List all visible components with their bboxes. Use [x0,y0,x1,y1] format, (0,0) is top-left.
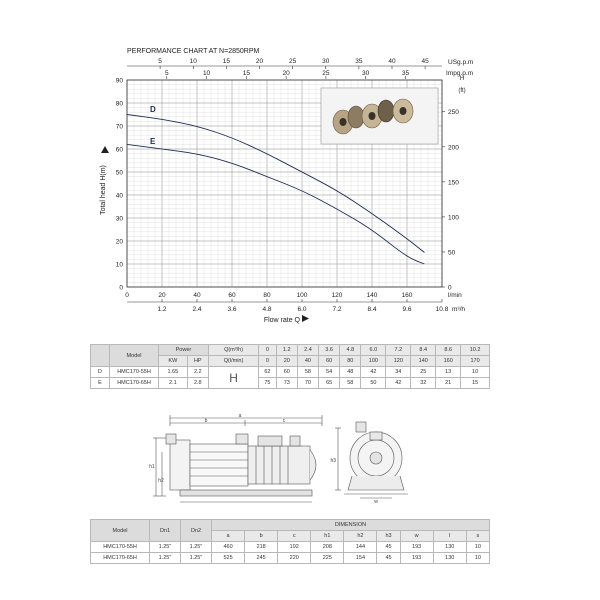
x-axis-label: Flow rate Q [263,317,300,324]
hp-header: HP [187,356,208,367]
dimension-table [90,519,490,564]
dim-cell: 193 [400,553,433,564]
x-tick-label: 40 [193,292,201,299]
dim-h2-label: h2 [158,478,164,484]
head-cell: 32 [411,378,436,389]
x-tick-label: 160 [401,292,413,299]
y-tick-label: 60 [115,146,123,154]
x-tick-label: 0 [125,292,129,299]
head-cell: 58 [340,378,361,389]
head-cell: 25 [411,367,436,378]
dim-h3-label: h3 [330,458,336,464]
table-row [91,378,490,389]
y-tick-label: 10 [115,261,123,269]
q-lmin-cell: 140 [411,356,436,367]
q-lmin-cell: 60 [319,356,340,367]
y-right-tick-label: 100 [448,214,459,222]
head-cell: 42 [361,367,386,378]
x-tick-label: 20 [158,292,166,299]
dim-cell: 144 [344,542,377,553]
x-m3h-tick-label: 1.2 [157,306,167,313]
x-usgpm-tick-label: 35 [355,58,363,65]
q-m3h-cell: 7.2 [386,345,411,356]
x-usgpm-tick-label: 30 [322,58,330,65]
pump-side-drawing [140,412,340,508]
row-hp: 2.8 [187,378,208,389]
dim-col-header: h2 [344,531,377,542]
x-m3h-tick-label: 7.2 [332,306,342,313]
dim-col-header: h3 [377,531,400,542]
head-cell: 15 [461,378,490,389]
x-usgpm-tick-label: 5 [158,58,162,65]
dim-cell: 154 [344,553,377,564]
dim-row-model: HMC170-55H [91,542,150,553]
q-m3h-cell: 8.4 [411,345,436,356]
h-label: H [208,367,258,389]
dim-cell: 45 [377,542,400,553]
dim-row-dn2: 1.25" [181,542,212,553]
row-code: E [91,378,110,389]
dim-cell: 218 [245,542,278,553]
chart-title: PERFORMANCE CHART AT N=2850RPM [127,48,260,55]
power-header: Power [159,345,209,356]
x-usgpm-tick-label: 20 [255,58,264,65]
x-unit-usgpm-label: USg.p.m [448,59,474,66]
table-row [91,367,490,378]
dim-cell: 460 [212,542,245,553]
x-tick-label: 80 [263,292,271,299]
x-impgpm-tick-label: 15 [242,70,250,77]
dim-col-header: s [466,531,489,542]
y-tick-label: 0 [119,284,123,292]
dim-b-label: b [204,418,208,424]
dim-cell: 220 [278,553,311,564]
q-m3h-cell: 6.0 [361,345,386,356]
y-right-tick-label: 150 [448,179,459,187]
x-tick-label: 100 [296,292,308,299]
y-right-tick-label: 200 [448,144,459,152]
head-cell: 50 [361,378,386,389]
dim-col-header: b [245,531,278,542]
q-lmin-cell: 160 [436,356,461,367]
performance-table [90,344,490,389]
q-m3h-cell: 4.8 [340,345,361,356]
row-model: HMC170-65H [110,378,159,389]
x-usgpm-tick-label: 15 [222,58,230,65]
row-hp: 2.2 [187,367,208,378]
q-lmin-cell: 80 [340,356,361,367]
y-tick-label: 70 [115,123,123,131]
head-cell: 34 [386,367,411,378]
dim-cell: 10 [466,553,489,564]
head-cell: 42 [386,378,411,389]
x-unit-m3h-label: m³/h [452,306,465,313]
row-kw: 1.65 [159,367,188,378]
head-cell: 48 [340,367,361,378]
x-m3h-tick-label: 6.0 [297,306,307,313]
x-usgpm-tick-label: 40 [388,58,396,65]
y-right-unit-label-ft: (ft) [458,88,466,94]
curve-label-d: D [150,105,156,114]
model-header: Model [110,345,159,367]
curve-label-e: E [150,137,156,146]
row-code: D [91,367,110,378]
y-right-tick-label: 250 [448,109,459,117]
dim-cell: 45 [377,553,400,564]
x-impgpm-tick-label: 20 [282,70,290,77]
dim-model-header: Model [91,520,150,542]
q-m3h-cell: 8.6 [436,345,461,356]
dim-cell: 245 [245,553,278,564]
q-lmin-cell: 120 [386,356,411,367]
y-tick-label: 90 [115,77,123,85]
head-cell: 58 [297,367,318,378]
y-tick-label: 80 [115,100,123,108]
dim-cell: 192 [278,542,311,553]
y-tick-label: 20 [115,238,123,246]
q-lmin-header: Q(l/min) [208,356,258,367]
y-right-tick-label: 0 [448,284,452,292]
q-lmin-cell: 40 [297,356,318,367]
dim-cell: 193 [400,542,433,553]
dim-row-dn1: 1.25" [150,553,181,564]
x-m3h-tick-label: 10.8 [435,306,449,313]
dim-col-header: h1 [311,531,344,542]
head-cell: 62 [259,367,276,378]
head-cell: 70 [297,378,318,389]
dim-cell: 525 [212,553,245,564]
table-row [91,542,490,553]
dim-col-header: l [433,531,466,542]
y-axis-arrow-icon [101,146,109,153]
x-m3h-tick-label: 2.4 [192,306,202,313]
head-cell: 10 [461,367,490,378]
dim-a-label: a [238,413,242,419]
x-tick-label: 140 [366,292,378,299]
q-m3h-header: Q(m³/h) [208,345,258,356]
dim-row-dn1: 1.25" [150,542,181,553]
x-tick-label: 60 [228,292,236,299]
q-m3h-cell: 0 [259,345,276,356]
head-cell: 54 [319,367,340,378]
table-row [91,553,490,564]
impeller-photo [321,88,438,144]
head-cell: 13 [436,367,461,378]
q-m3h-cell: 10.2 [461,345,490,356]
x-usgpm-tick-label: 45 [421,58,429,65]
dn1-header: Dn1 [150,520,181,542]
head-cell: 21 [436,378,461,389]
dim-cell: 130 [433,553,466,564]
dim-c-label: c [282,418,286,424]
head-cell: 75 [259,378,276,389]
x-impgpm-tick-label: 35 [401,70,410,77]
dim-cell: 225 [311,553,344,564]
x-impgpm-tick-label: 25 [322,70,330,77]
q-m3h-cell: 3.6 [319,345,340,356]
dim-row-model: HMC170-65H [91,553,150,564]
x-axis-arrow-icon [302,315,309,322]
dim-w-label: w [374,499,378,504]
y-tick-label: 40 [115,192,123,200]
q-m3h-cell: 2.4 [297,345,318,356]
dim-cell: 208 [311,542,344,553]
x-unit-lmin-label: l/min [448,292,462,299]
kw-header: KW [159,356,188,367]
dimension-header: DIMENSION [212,520,490,531]
x-tick-label: 120 [331,292,343,299]
row-model: HMC170-55H [110,367,159,378]
dim-col-header: a [212,531,245,542]
x-impgpm-tick-label: 30 [362,70,370,77]
dim-h1-label: h1 [149,464,155,470]
dn2-header: Dn2 [181,520,212,542]
x-impgpm-tick-label: 10 [202,70,211,77]
y-axis-label: Total head H(m) [100,165,107,215]
q-lmin-cell: 0 [259,356,276,367]
dim-cell: 10 [466,542,489,553]
x-usgpm-tick-label: 10 [189,58,197,65]
y-tick-label: 30 [115,215,123,223]
x-unit-impgpm-label: Impg.p.m [446,70,474,77]
x-usgpm-tick-label: 25 [288,58,297,65]
q-lmin-cell: 170 [461,356,490,367]
dim-col-header: w [400,531,433,542]
q-lmin-cell: 100 [361,356,386,367]
x-m3h-tick-label: 4.8 [262,306,272,313]
x-m3h-tick-label: 8.4 [367,306,377,313]
y-right-tick-label: 50 [448,249,456,257]
head-cell: 60 [276,367,297,378]
dim-col-header: c [278,531,311,542]
dim-row-dn2: 1.25" [181,553,212,564]
code-header [91,345,110,367]
x-m3h-tick-label: 9.6 [402,306,412,313]
head-cell: 65 [319,378,340,389]
pump-front-drawing [330,414,420,504]
y-tick-label: 50 [115,169,123,177]
x-m3h-tick-label: 3.6 [227,306,237,313]
q-m3h-cell: 1.2 [276,345,297,356]
dim-cell: 130 [433,542,466,553]
y-right-unit-label: H [459,76,465,82]
head-cell: 73 [276,378,297,389]
q-lmin-cell: 20 [276,356,297,367]
x-impgpm-tick-label: 5 [164,70,169,77]
row-kw: 2.1 [159,378,188,389]
